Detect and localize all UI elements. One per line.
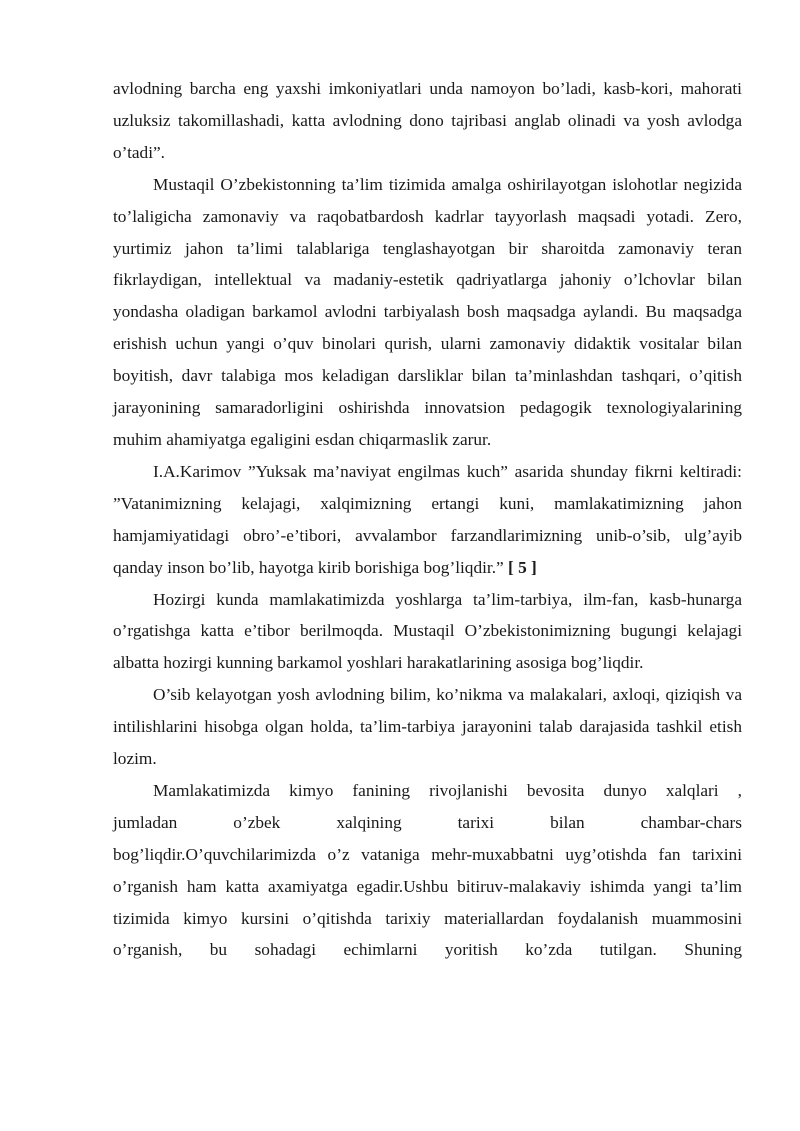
citation-reference: [ 5 ] [508,557,537,577]
paragraph-3-text: I.A.Karimov ”Yuksak ma’naviyat engilmas kuch” asarida shunday fikrni keltiradi: ”Vatanimizning kelajagi, xalqimizning ertangi kuni, mamlakatimizning jahon hamjamiyatidagi obro’-e’tibori, avvalambor farzandlarimizning unib-o’sib, ulg’ayib qanday inson bo’lib, hayotga kirib borishiga bog’liqdir.” [113,461,742,577]
document-page [113,73,742,966]
paragraph-6-line-1: Mamlakatimizda kimyo fanining rivojlanishi bevosita dunyo xalqlari , [153,780,742,800]
paragraph-4: Hozirgi kunda mamlakatimizda yoshlarga ta’lim-tarbiya, ilm-fan, kasb-hunarga o’rgatishga katta e’tibor berilmoqda. Mustaqil O’zbekistonimizning bugungi kelajagi albatta hozirgi kunning barkamol yoshlari harakatlarining asosiga bog’liqdir. [113,589,742,673]
paragraph-6-body: bog’liqdir.O’quvchilarimizda o’z vataniga mehr-muxabbatni uyg’otishda fan tarixini o’rganish ham katta axamiyatga egadir.Ushbu bitiruv-malakaviy ishimda yangi ta’lim tizimida kimyo kursini o’qitishda tarixiy materiallardan foydalanish muammosini o’rganish, bu sohadagi echimlarni yoritish ko’zda tutilgan. Shuning [113,844,742,960]
paragraph-3 [113,456,742,584]
paragraph-1: avlodning barcha eng yaxshi imkoniyatlari unda namoyon bo’ladi, kasb-kori, mahorati uzluksiz takomillashadi, katta avlodning dono tajribasi anglab olinadi va yosh avlodga o’tadi”. [113,79,742,162]
paragraph-6-line-2: jumladan o’zbek xalqining tarixi bilan chambar-chars [113,812,742,832]
paragraph-2: Mustaqil O’zbekistonning ta’lim tizimida amalga oshirilayotgan islohotlar negizida to’laligicha zamonaviy va raqobatbardosh kadrlar tayyorlash maqsadi yotadi. Zero, yurtimiz jahon ta’limi talablariga tenglashayotgan bir sharoitda zamonaviy teran fikrlaydigan, intellektual va madaniy-estetik qadriyatlarga jahoniy o’lchovlar bilan yondasha oladigan barkamol avlodni tarbiyalash bosh maqsadga aylandi. Bu maqsadga erishish uchun yangi o’quv binolari qurish, ularni zamonaviy didaktik vositalar bilan boyitish, davr talabiga mos keladigan darsliklar bilan ta’minlashdan tashqari, o’qitish jarayonining samaradorligini oshirishda innovatsion pedagogik texnologiyalarining muhim ahamiyatga egaligini esdan chiqarmaslik zarur. [113,174,742,449]
paragraph-5: O’sib kelayotgan yosh avlodning bilim, ko’nikma va malakalari, axloqi, qiziqish va intilishlarini hisobga olgan holda, ta’lim-tarbiya jarayonini talab darajasida tashkil etish lozim. [113,685,742,769]
